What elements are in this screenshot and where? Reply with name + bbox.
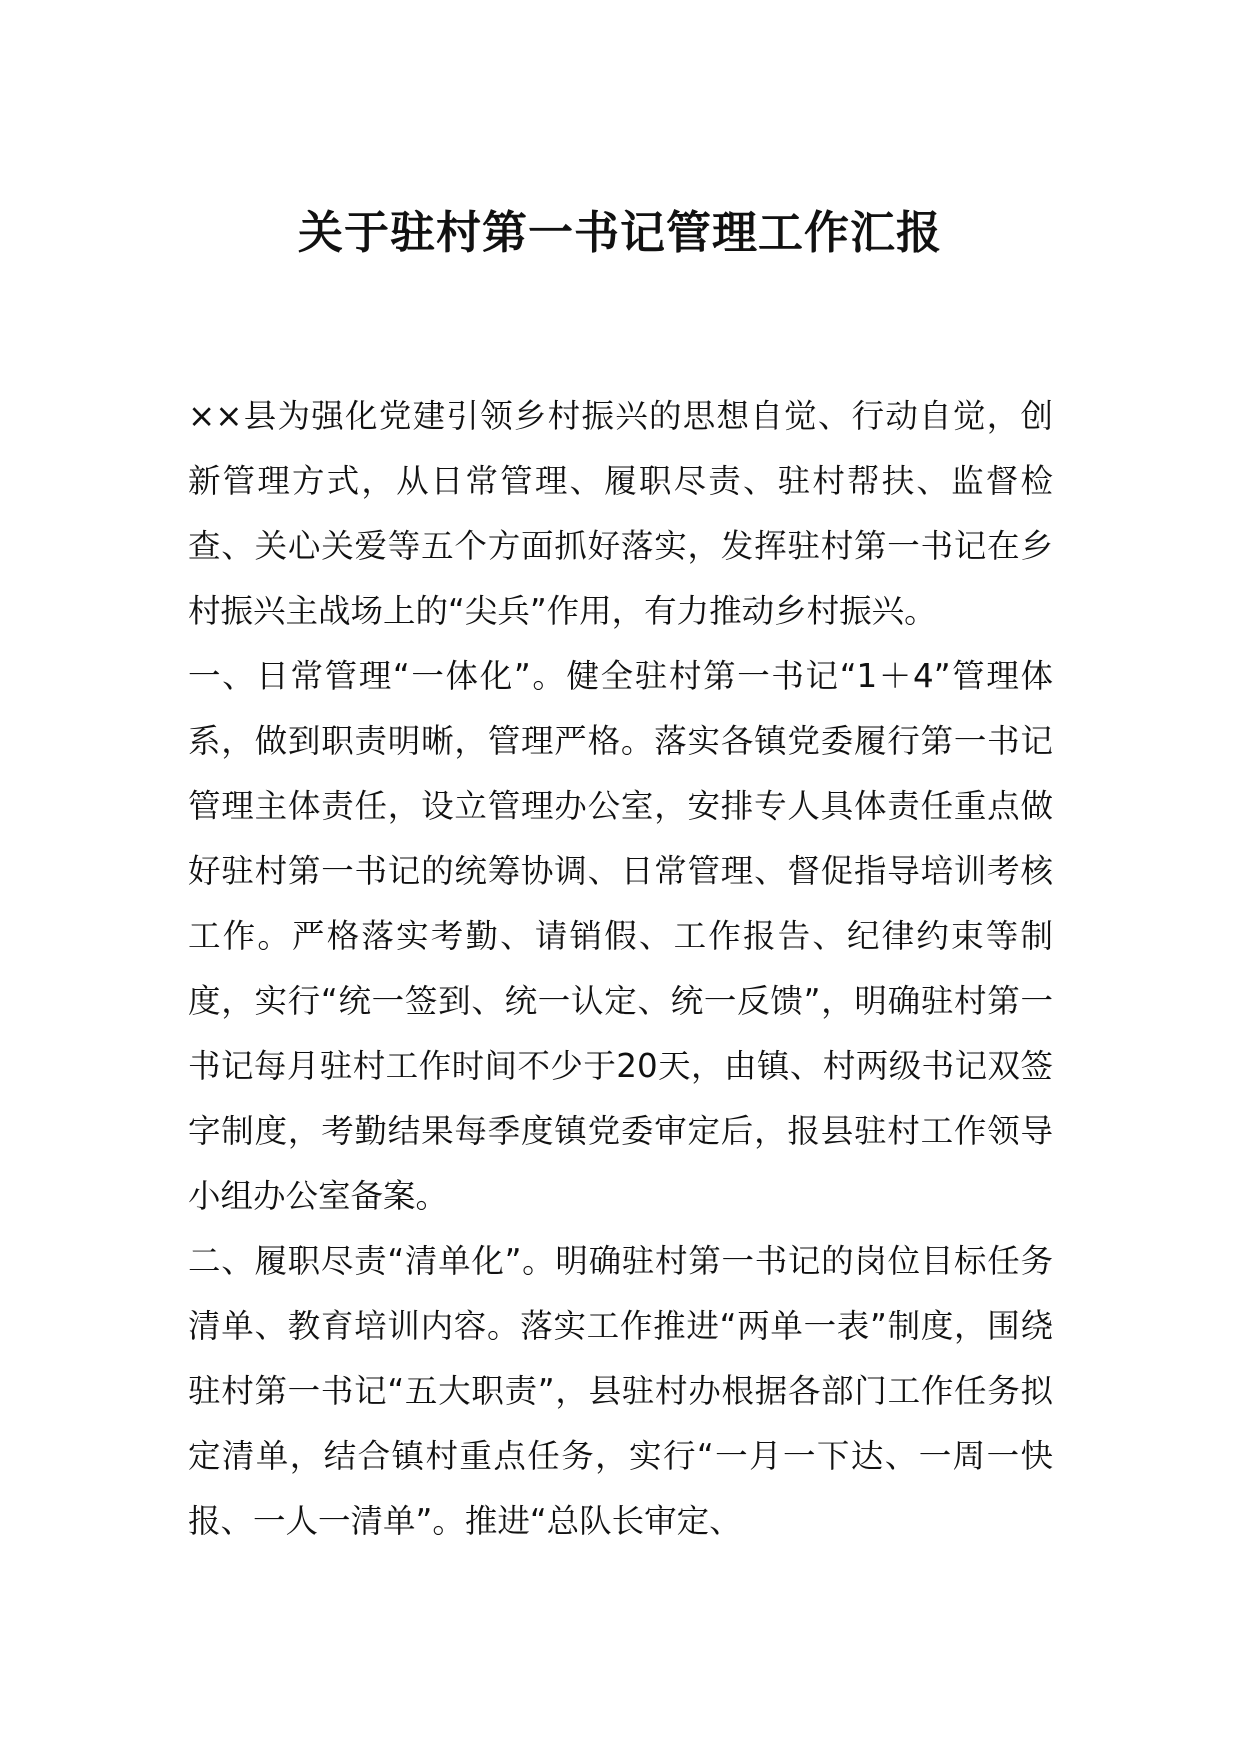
intro-paragraph: ××县为强化党建引领乡村振兴的思想自觉、行动自觉，创新管理方式，从日常管理、履职尽责、驻村帮扶、监督检查、关心关爱等五个方面抓好落实，发挥驻村第一书记在乡村振兴主战场上的“尖兵”作用，有力推动乡村振兴。 — [188, 397, 1053, 630]
section-1-paragraph: 一、日常管理“一体化”。健全驻村第一书记“1＋4”管理体系，做到职责明晰，管理严格。落实各镇党委履行第一书记管理主体责任，设立管理办公室，安排专人具体责任重点做好驻村第一书记的统筹协调、日常管理、督促指导培训考核工作。严格落实考勤、请销假、工作报告、纪律约束等制度，实行“统一签到、统一认定、统一反馈”，明确驻村第一书记每月驻村工作时间不少于20天，由镇、村两级书记双签字制度，考勤结果每季度镇党委审定后，报县驻村工作领导小组办公室备案。 — [188, 657, 1053, 1215]
section-2-paragraph: 二、履职尽责“清单化”。明确驻村第一书记的岗位目标任务清单、教育培训内容。落实工作推进“两单一表”制度，围绕驻村第一书记“五大职责”，县驻村办根据各部门工作任务拟定清单，结合镇村重点任务，实行“一月一下达、一周一快报、一人一清单”。推进“总队长审定、 — [188, 1242, 1053, 1540]
document-title: 关于驻村第一书记管理工作汇报 — [297, 206, 942, 259]
document-body — [188, 384, 1053, 1554]
